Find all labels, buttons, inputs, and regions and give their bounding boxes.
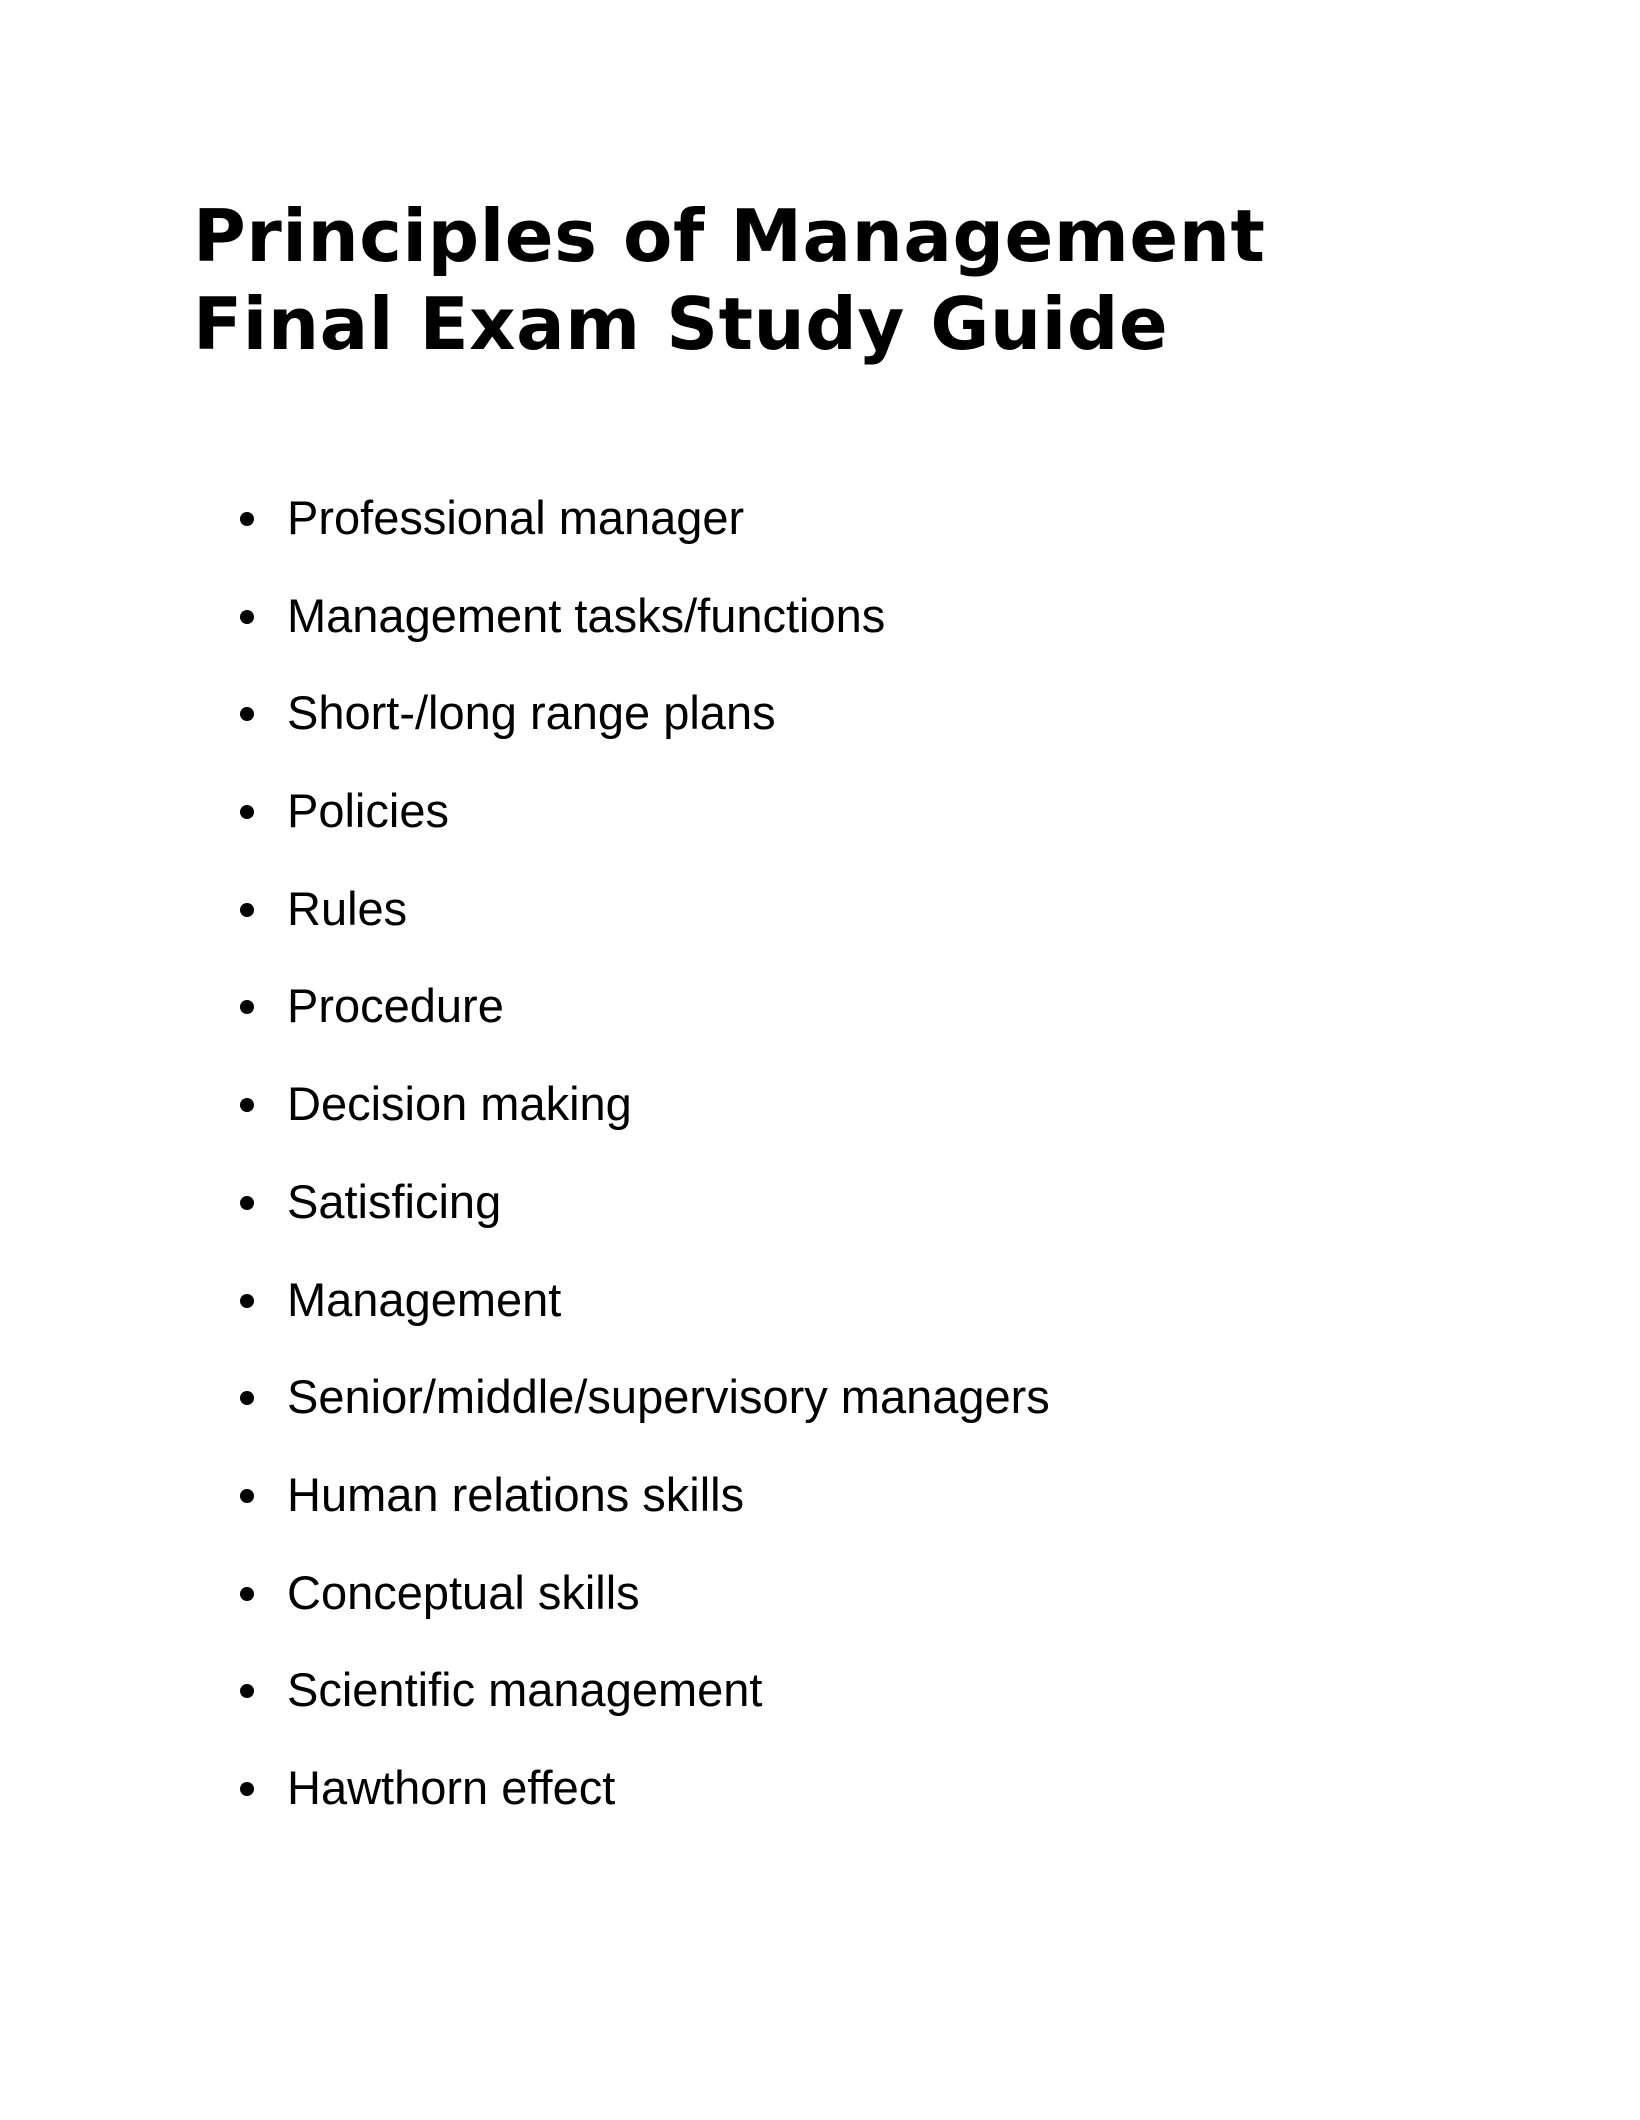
title-line-1: Principles of Management [193,194,1266,278]
list-item [230,876,1050,974]
topic-label: Short-/long range plans [287,686,776,740]
bullet-icon [240,1196,254,1210]
topic-label: Decision making [287,1077,632,1131]
bullet-icon [240,512,254,526]
topic-label: Senior/middle/supervisory managers [287,1370,1050,1424]
topic-label: Hawthorn effect [287,1760,616,1814]
bullet-icon [240,903,254,917]
bullet-icon [240,707,254,721]
bullet-icon [240,1587,254,1601]
list-item [230,778,1050,876]
topic-label: Scientific management [287,1663,763,1717]
bullet-icon [240,1000,254,1014]
list-item [230,1071,1050,1169]
list-item [230,1560,1050,1658]
list-item [230,973,1050,1071]
list-item [230,1364,1050,1462]
topic-label: Professional manager [287,491,745,544]
bullet-icon [240,610,254,624]
topic-label: Procedure [287,979,504,1033]
topic-label: Rules [287,881,408,935]
study-topics-list [230,485,1050,1853]
bullet-icon [240,1782,254,1796]
topic-label: Policies [287,784,449,838]
bullet-icon [240,1098,254,1112]
document-title [193,192,1265,368]
topic-label: Satisficing [287,1174,502,1228]
list-item [230,1657,1050,1755]
bullet-icon [240,1294,254,1308]
topic-label: Conceptual skills [287,1565,640,1619]
bullet-icon [240,1489,254,1503]
bullet-icon [240,1684,254,1698]
list-item [230,1169,1050,1267]
bullet-icon [240,805,254,819]
topic-label: Human relations skills [287,1467,745,1521]
title-line-2: Final Exam Study Guide [193,282,1169,366]
topic-label: Management [287,1272,562,1326]
list-item [230,1267,1050,1365]
list-item [230,583,1050,681]
list-item [230,680,1050,778]
list-item [230,1755,1050,1853]
list-item [230,1462,1050,1560]
bullet-icon [240,1391,254,1405]
list-item [230,485,1050,583]
topic-label: Management tasks/functions [287,588,886,642]
